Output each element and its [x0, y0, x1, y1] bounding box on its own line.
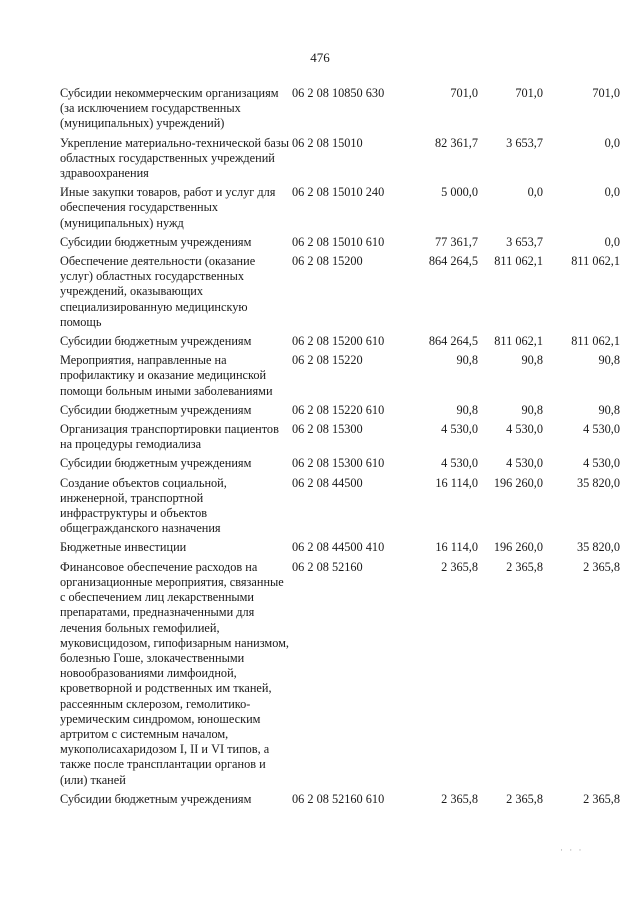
row-code: 06 2 08 15010 240 — [292, 185, 385, 200]
row-description: Субсидии некоммерческим организациям (за исключением государственных (муниципальных) учреждений) — [60, 86, 279, 131]
row-value-1: 2 365,8 — [441, 559, 478, 574]
page-number: 476 — [310, 50, 330, 65]
row-code: 06 2 08 15010 610 — [292, 234, 385, 249]
row-code: 06 2 08 44500 410 — [292, 540, 385, 555]
row-value-3: 35 820,0 — [576, 540, 620, 555]
row-code: 06 2 08 15300 610 — [292, 456, 385, 471]
table-row — [60, 353, 620, 399]
row-value-2: 4 530,0 — [506, 456, 543, 471]
table-row — [60, 185, 620, 231]
row-code: 06 2 08 15200 610 — [292, 334, 385, 349]
row-value-1: 864 264,5 — [428, 334, 478, 349]
row-value-2: 3 653,7 — [506, 234, 543, 249]
row-value-1: 90,8 — [456, 353, 478, 368]
row-code: 06 2 08 15220 610 — [292, 402, 385, 417]
row-value-3: 35 820,0 — [576, 475, 620, 490]
row-description: Субсидии бюджетным учреждениям — [60, 791, 252, 806]
row-description: Иные закупки товаров, работ и услуг для обеспечения государственных (муниципальных) нужд — [60, 185, 276, 230]
row-description: Организация транспортировки пациентов на процедуры гемодиализа — [60, 422, 279, 452]
table-row — [60, 456, 620, 471]
table-row — [60, 334, 620, 349]
row-value-3: 4 530,0 — [583, 422, 620, 437]
row-code: 06 2 08 10850 630 — [292, 86, 385, 100]
row-value-1: 4 530,0 — [441, 456, 478, 471]
row-value-3: 2 365,8 — [583, 791, 620, 806]
row-code: 06 2 08 44500 — [292, 475, 363, 490]
row-value-2: 811 062,1 — [494, 334, 543, 349]
row-code: 06 2 08 15300 — [292, 422, 363, 437]
row-value-3: 811 062,1 — [571, 254, 620, 269]
row-value-2: 2 365,8 — [506, 559, 543, 574]
row-value-2: 0,0 — [527, 185, 543, 200]
row-value-3: 0,0 — [604, 234, 620, 249]
row-value-2: 701,0 — [515, 86, 543, 100]
row-description: Финансовое обеспечение расходов на организационные мероприятия, связанные с обеспечением лиц лекарственными препаратами, предназначенными для лечения больных гемофилией, муковисцидозом, гипофизарным нанизмом, болезнью Гоше, злокачественными новообразованиями лимфоидной, кроветворной и родственных им тканей, рассеянным склерозом, гемолитико-уремическим синдромом, юношеским артритом с системным началом, мукополисахаридозом I, II и VI типов, а также после трансплантации органов и (или) тканей — [60, 559, 289, 787]
row-value-2: 2 365,8 — [506, 791, 543, 806]
row-value-1: 90,8 — [456, 402, 478, 417]
row-description: Субсидии бюджетным учреждениям — [60, 234, 252, 249]
row-description: Субсидии бюджетным учреждениям — [60, 456, 252, 471]
row-value-3: 0,0 — [604, 185, 620, 200]
row-value-1: 4 530,0 — [441, 422, 478, 437]
row-value-2: 811 062,1 — [494, 254, 543, 269]
table-row — [60, 792, 620, 807]
row-value-2: 196 260,0 — [493, 540, 543, 555]
table-row — [60, 235, 620, 250]
row-value-3: 0,0 — [604, 135, 620, 150]
row-value-2: 196 260,0 — [493, 475, 543, 490]
table-row — [60, 560, 620, 788]
row-value-1: 864 264,5 — [428, 254, 478, 269]
row-value-2: 3 653,7 — [506, 135, 543, 150]
table-row — [60, 476, 620, 537]
row-description: Создание объектов социальной, инженерной, транспортной инфраструктуры и объектов общегражданского назначения — [60, 475, 227, 536]
row-code: 06 2 08 15200 — [292, 254, 363, 269]
row-description: Субсидии бюджетным учреждениям — [60, 402, 252, 417]
row-value-3: 90,8 — [598, 353, 620, 368]
row-value-2: 90,8 — [521, 353, 543, 368]
table-row — [60, 422, 620, 452]
row-value-3: 811 062,1 — [571, 334, 620, 349]
row-code: 06 2 08 52160 — [292, 559, 363, 574]
row-value-3: 4 530,0 — [583, 456, 620, 471]
row-value-1: 16 114,0 — [435, 475, 478, 490]
row-description: Обеспечение деятельности (оказание услуг) областных государственных учреждений, оказывающих специализированную медицинскую помощь — [60, 254, 256, 329]
row-value-3: 701,0 — [592, 86, 620, 100]
row-description: Бюджетные инвестиции — [60, 540, 187, 555]
table-row — [60, 540, 620, 555]
row-value-1: 701,0 — [450, 86, 478, 100]
row-value-3: 90,8 — [598, 402, 620, 417]
row-code: 06 2 08 52160 610 — [292, 791, 385, 806]
row-value-1: 82 361,7 — [434, 135, 478, 150]
row-description: Укрепление материально-технической базы областных государственных учреждений здравоохранения — [60, 135, 289, 181]
budget-table — [60, 86, 620, 811]
row-value-1: 16 114,0 — [435, 540, 478, 555]
row-code: 06 2 08 15010 — [292, 135, 363, 150]
row-value-1: 77 361,7 — [434, 234, 478, 249]
row-value-2: 90,8 — [521, 402, 543, 417]
row-value-1: 5 000,0 — [441, 185, 478, 200]
table-row — [60, 403, 620, 418]
table-row — [60, 136, 620, 182]
row-code: 06 2 08 15220 — [292, 353, 363, 368]
row-description: Мероприятия, направленные на профилактику и оказание медицинской помощи больным иными заболеваниями — [60, 353, 273, 398]
table-row — [60, 86, 620, 132]
row-value-3: 2 365,8 — [583, 559, 620, 574]
row-value-1: 2 365,8 — [441, 791, 478, 806]
scan-speck-marks: · · · — [560, 845, 584, 855]
row-description: Субсидии бюджетным учреждениям — [60, 334, 252, 349]
table-row — [60, 254, 620, 330]
row-value-2: 4 530,0 — [506, 422, 543, 437]
